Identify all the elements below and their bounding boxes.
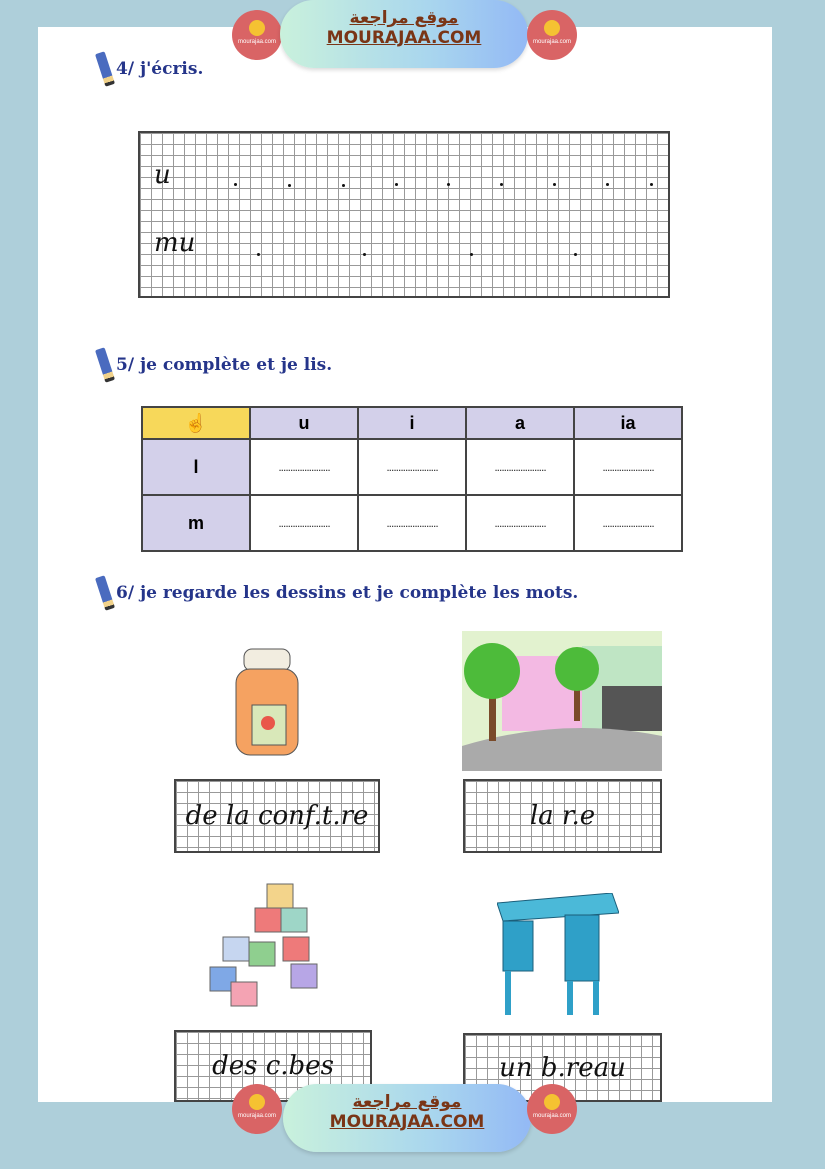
row-header: m bbox=[142, 495, 250, 551]
banner-latin: MOURAJAA.COM bbox=[326, 28, 482, 48]
guide-dot bbox=[342, 184, 345, 187]
exercise5-title: 5/ je complète et je lis. bbox=[116, 355, 333, 375]
exercise5-heading bbox=[100, 348, 332, 382]
word-box-rue[interactable]: la r.e bbox=[463, 779, 662, 853]
guide-dot bbox=[574, 253, 577, 256]
desk-image bbox=[497, 893, 619, 1017]
logo-icon bbox=[249, 1094, 265, 1110]
blank-cell[interactable]: ...................... bbox=[250, 439, 358, 495]
banner-arabic: موقع مراجعة bbox=[352, 1092, 462, 1112]
guide-dot bbox=[500, 183, 503, 186]
guide-dot bbox=[553, 183, 556, 186]
blank-cell[interactable]: ...................... bbox=[466, 439, 574, 495]
banner-latin: MOURAJAA.COM bbox=[329, 1112, 485, 1132]
exercise6-title: 6/ je regarde les dessins et je complète les mots. bbox=[116, 583, 579, 603]
blank-cell[interactable]: ...................... bbox=[574, 495, 682, 551]
column-header: ia bbox=[574, 407, 682, 439]
word-box-confiture[interactable]: de la conf.t.re bbox=[174, 779, 380, 853]
column-header: u bbox=[250, 407, 358, 439]
logo-icon bbox=[544, 1094, 560, 1110]
banner-arabic: موقع مراجعة bbox=[349, 8, 459, 28]
word-box-cubes[interactable]: des c.bes bbox=[174, 1030, 372, 1102]
exercise4-title: 4/ j'écris. bbox=[116, 59, 204, 79]
blank-cell[interactable]: ...................... bbox=[358, 439, 466, 495]
exercise6-heading bbox=[100, 576, 578, 610]
column-header: a bbox=[466, 407, 574, 439]
jam-jar-image bbox=[232, 645, 302, 761]
badge-text: mourajaa.com bbox=[237, 1113, 276, 1119]
cubes-image bbox=[205, 882, 325, 1017]
guide-dot bbox=[234, 183, 237, 186]
badge-text: mourajaa.com bbox=[237, 39, 276, 45]
blank-cell[interactable]: ...................... bbox=[574, 439, 682, 495]
street-image bbox=[462, 631, 662, 771]
site-badge-right-bottom[interactable] bbox=[527, 1084, 577, 1134]
writing-grid bbox=[138, 131, 670, 298]
badge-text: mourajaa.com bbox=[532, 39, 571, 45]
blank-cell[interactable]: ...................... bbox=[250, 495, 358, 551]
site-badge-left-bottom[interactable] bbox=[232, 1084, 282, 1134]
guide-dot bbox=[395, 183, 398, 186]
guide-dot bbox=[257, 253, 260, 256]
site-banner-top[interactable] bbox=[280, 0, 528, 68]
row-header: l bbox=[142, 439, 250, 495]
guide-dot bbox=[288, 184, 291, 187]
model-syllable-mu: mu bbox=[154, 228, 196, 258]
logo-icon bbox=[249, 20, 265, 36]
syllable-table bbox=[141, 406, 683, 552]
model-letter-u: u bbox=[154, 160, 171, 190]
site-banner-bottom[interactable] bbox=[283, 1084, 531, 1152]
guide-dot bbox=[470, 253, 473, 256]
guide-dot bbox=[447, 183, 450, 186]
site-badge-left[interactable] bbox=[232, 10, 282, 60]
exercise4-heading bbox=[100, 52, 203, 86]
guide-dot bbox=[650, 183, 653, 186]
logo-icon bbox=[544, 20, 560, 36]
column-header: i bbox=[358, 407, 466, 439]
guide-dot bbox=[363, 253, 366, 256]
word-box-bureau[interactable]: un b.reau bbox=[463, 1033, 662, 1102]
guide-dot bbox=[606, 183, 609, 186]
blank-cell[interactable]: ...................... bbox=[466, 495, 574, 551]
site-badge-right[interactable] bbox=[527, 10, 577, 60]
blank-cell[interactable]: ...................... bbox=[358, 495, 466, 551]
pointing-hand-icon: ☝ bbox=[142, 407, 250, 439]
badge-text: mourajaa.com bbox=[532, 1113, 571, 1119]
